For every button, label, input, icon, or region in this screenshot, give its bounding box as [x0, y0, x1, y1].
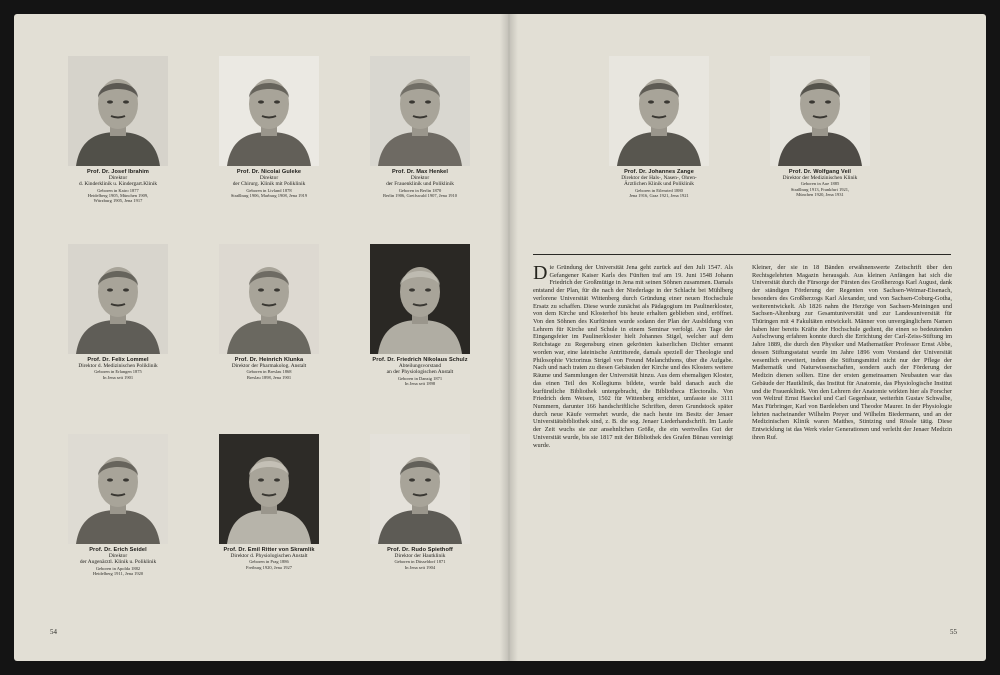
portrait-photo	[219, 244, 319, 354]
portrait-name: Prof. Dr. Erich Seidel	[89, 547, 147, 553]
portrait-photo	[68, 244, 168, 354]
portrait-bio: Straßburg 1906, Marburg 1908, Jena 1919	[230, 193, 308, 198]
portrait-title: Direktor der Hals-, Nasen-, Ohren-	[621, 175, 697, 181]
portrait-title: an der Physiologischen Anstalt	[386, 369, 454, 376]
portrait-name: Prof. Dr. Josef Ibrahim	[87, 169, 149, 175]
portrait-title: Direktor der Medizinischen Klinik	[782, 175, 858, 181]
portrait-title: Direktor d. Physiologischen Anstalt	[230, 553, 308, 559]
portrait-name: Prof. Dr. Felix Lommel	[87, 357, 149, 363]
portrait-bio: Geboren in Apolda 1882	[95, 565, 141, 571]
portrait-photo	[770, 56, 870, 166]
portrait-bio: In Jena seit 1904	[404, 564, 436, 570]
portrait-card	[597, 56, 721, 198]
portrait-card	[758, 56, 882, 198]
portrait-title: Direktor d. Medizinischen Poliklinik	[78, 363, 158, 369]
portrait-photo	[219, 434, 319, 544]
portrait-bio: Breslau 1898, Jena 1901	[246, 374, 292, 380]
portrait-title: Ärztlichen Klinik und Poliklinik	[624, 181, 694, 188]
portrait-name: Prof. Dr. Friedrich Nikolaus Schulz	[372, 357, 468, 363]
portrait-name: Prof. Dr. Max Henkel	[391, 169, 449, 175]
horizontal-rule	[533, 254, 951, 255]
portrait-bio: Geboren in Berlin 1870	[398, 187, 442, 193]
portrait-bio: Geboren in Livland 1878	[246, 187, 292, 193]
article-column-left	[533, 264, 733, 630]
portrait-card	[56, 244, 180, 380]
portrait-bio: Freiburg 1920, Jena 1927	[246, 564, 292, 570]
portrait-card	[207, 56, 331, 198]
portrait-card	[56, 434, 180, 576]
portrait-card	[207, 434, 331, 570]
page-number-right: 55	[950, 628, 957, 636]
portrait-photo	[370, 434, 470, 544]
portrait-title: Abteilungsvorstand	[398, 363, 442, 369]
portrait-bio: Würzburg 1905, Jena 1917	[93, 198, 143, 204]
portrait-name: Prof. Dr. Johannes Zange	[624, 169, 694, 175]
portrait-card	[56, 56, 180, 204]
article-text-left: ie Gründung der Universität Jena geht zurück auf den Juli 1547. Als Gefangener Kaiser Karls des Fünften traf am 19. Juni 1548 Johann Friedrich der Großmütige in Jena mit seinen Söhnen zusammen. Damals entstand der Plan, für die nach der Niederlage in der Schlacht bei Mühlberg verlorene Universität Wittenberg durch Gründung einer neuen Hochschule Ersatz zu schaffen. Diese wurde zunächst als Pädagogium im Paulinerkloster, von dem Kirche und Klosterhof bis heute erhalten geblieben sind, eröffnet. Von den Söhnen des Kurfürsten wurde sodann der Plan der Ausbildung von Lehrern für Kirche und Schule in einem Seminar verfolgt. Am Tage der Eingangsfeier im Paulinerkloster hielt Johannes Stigel, welcher auf dem Reichstage zu Regensburg einen gekrönten kaiserlichen Dichter ernannt worden war, eine lateinische Antrittsrede, damals speziell der Theologie und Philosophie Victorinus Strigel von Freund Melanchthons, über die Aufgabe. Nach und nach traten zu diesen Gebäuden der Kirche und des Klosters weitere Räume und Sammlungen der Universität hinzu. Aus dem ehemaligen Kloster, das einen Teil des Kollegiums bildete, wurde bald danach auch die kurfürstliche Bibliothek untergebracht, die Bibliotheca Electoralis. Von Friedrich dem Weisen, 1502 für Wittenberg errichtet, umfasste sie 3111 Nummern, darunter 166 handschriftliche Schriften, deren Grundstock später durch neue Käufe vermehrt wurde, die nach heute im Besitz der Jenaer Universitätsbibliothek sind, z. B. die sog. Jenaer Liederhandschrift. Im Laufe der Zeit wuchs sie zur ansehnlichen Größe, die ein wertvolles Gut der Universität wurde, bis sie 1817 mit der Bibliothek des Grafen Bünau vereinigt wurde.	[533, 264, 733, 449]
portrait-title: Direktor	[410, 175, 430, 181]
portrait-name: Prof. Dr. Wolfgang Veil	[788, 169, 852, 175]
portrait-name: Prof. Dr. Nicolai Guleke	[236, 169, 302, 175]
portrait-title: der Augenärztl. Klinik u. Poliklinik	[79, 559, 157, 566]
portrait-card	[358, 56, 482, 198]
portrait-photo	[609, 56, 709, 166]
portrait-name: Prof. Dr. Rudo Spiethoff	[387, 547, 453, 553]
portrait-bio: Heidelberg 1911, Jena 1920	[92, 571, 144, 576]
portrait-card	[207, 244, 331, 380]
drop-cap: D	[533, 264, 548, 284]
portrait-title: Direktor	[108, 175, 128, 181]
portrait-name: Prof. Dr. Heinrich Klunka	[234, 357, 304, 363]
portrait-title: der Frauenklinik und Poliklinik	[386, 181, 454, 188]
portrait-title: d. Kinderklinik u. Kindergart.Klinik	[78, 181, 158, 188]
portrait-bio: Geboren in Kairo 1877	[97, 187, 139, 193]
portrait-bio: Geboren in Erlangen 1875	[94, 369, 142, 375]
portrait-bio: Geboren in Düsseldorf 1871	[394, 559, 446, 565]
portrait-photo	[370, 56, 470, 166]
portrait-bio: In Jena seit 1901	[102, 374, 134, 380]
portrait-bio: Heidelberg 1905, München 1909,	[87, 193, 149, 198]
portrait-bio: Jena 1916, Graz 1921, Jena 1921	[629, 193, 689, 198]
portrait-photo	[68, 56, 168, 166]
magazine-spread	[14, 14, 986, 661]
portrait-title: Direktor	[108, 553, 128, 559]
page-number-left: 54	[50, 628, 57, 636]
portrait-bio: In Jena seit 1898	[404, 381, 436, 386]
portrait-title: Direktor der Pharmakolog. Anstalt	[231, 363, 307, 369]
portrait-title: Direktor	[259, 175, 279, 181]
portrait-photo	[370, 244, 470, 354]
portrait-title: der Chirurg. Klinik mit Poliklinik	[232, 181, 306, 188]
portrait-bio: Berlin 1906, Greifswald 1907, Jena 1910	[382, 193, 458, 198]
portrait-bio: Straßburg 1913, Frankfurt 1921,	[790, 186, 850, 192]
portrait-name: Prof. Dr. Emil Ritter von Skramlik	[223, 547, 315, 553]
article-column-right: Kleiner, der sie in 18 Bänden erwähnenswerte Zeitschrift über den Rechtsgelehrten Magazin herausgab. Aus kleinen Anfängen hat sich die Universität durch die Fürsorge der Fürsten des Großherzogs Karl August, dank der ständigen Förderung der Regenten von Sachsen-Weimar-Eisenach, besonders des Großherzogs Karl Alexander, und von Sachsen-Coburg-Gotha, weiterentwickelt. Ab 1826 nahm die Herzöge von Sachsen-Meiningen und Sachsen-Altenburg zur Gesamtuniversität und zur Landesuniversität für Thüringen mit 4 Fakultäten entwickelt. Männer von unvergänglichem Namen haben hier bereits Kräfte der Hochschule gedient, die einen so bedeutenden Aufschwung erfahren konnte durch die Errichtung der Carl-Zeiss-Stiftung im Jahre 1889, die durch den Physiker und Mathematiker Professor Ernst Abbe, dessen Stiftungsstatut wurde im Jahre 1896 vom Vorstand der Universität wesentlich erweitert, indem die Stiftungsmittel nicht nur der Pflege der Mathematik und Naturwissenschaften, sondern auch der Förderung der Medizin dienen sollten. Eine der ersten gemeinsamen Neubauten war das Gebäude der Hautklinik, das Institut für Anatomie, das Physiologische Institut und die Frauenklinik. Von den Lehrern der Anatomie wirkten hier als Forscher von Weltruf Ernst Haeckel und Carl Gegenbaur, weiterhin Gustav Schwalbe, Max Fürbringer, Karl von Bardeleben und Theodor Maurer. In der Physiologie lehrten nacheinander Wilhelm Preyer und Wilhelm Biedermann, und an der Medizinischen Klinik waren Matthes, Stintzing und Rössle tätig. Diese Entwicklung ist das Werk vieler Generationen und verleiht der Jenaer Medizin ihren Ruf.	[752, 264, 952, 441]
portrait-card	[358, 434, 482, 570]
portrait-bio: Geboren in Breslau 1868	[246, 369, 292, 375]
portrait-title: Direktor der Hautklinik	[394, 553, 446, 559]
page-gutter	[500, 14, 518, 661]
portrait-photo	[219, 56, 319, 166]
portrait-bio: Geboren in Eilenried 1880	[635, 187, 683, 193]
portrait-bio: Geboren in Danzig 1871	[397, 375, 443, 381]
portrait-bio: Geboren in Prag 1886	[249, 559, 289, 565]
portrait-bio: Geboren in Aue 1885	[800, 181, 840, 187]
portrait-card	[358, 244, 482, 386]
portrait-photo	[68, 434, 168, 544]
portrait-bio: München 1920, Jena 1931	[796, 192, 844, 198]
